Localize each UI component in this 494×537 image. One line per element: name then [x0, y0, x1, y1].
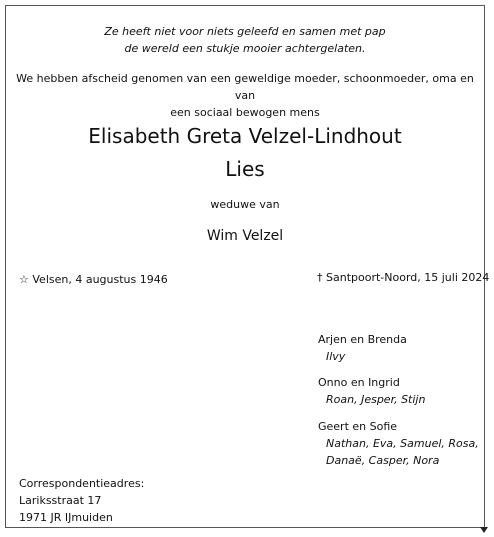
family-parents: Arjen en Brenda [318, 333, 407, 346]
intro-line: een sociaal bewogen mens [170, 106, 320, 119]
family-children: Danaë, Casper, Nora [326, 454, 440, 467]
death-text: Santpoort-Noord, 15 juli 2024 [326, 271, 490, 284]
family-parents: Geert en Sofie [318, 420, 398, 433]
family-children: Nathan, Eva, Samuel, Rosa, [326, 437, 479, 450]
correspondence-label: Correspondentieadres: [19, 477, 145, 490]
quote-line: Ze heeft niet voor niets geleefd en samen met pap [104, 25, 386, 38]
deceased-full-name: Elisabeth Greta Velzel-Lindhout [88, 124, 402, 148]
star-icon: ☆ [19, 273, 29, 286]
deceased-nickname: Lies [225, 157, 265, 181]
family-children: Ilvy [326, 350, 346, 363]
notice-card [5, 5, 490, 528]
correspondence-street: Lariksstraat 17 [19, 494, 102, 507]
family-parents: Onno en Ingrid [318, 376, 400, 389]
correspondence-address [19, 475, 144, 526]
family-group [318, 418, 479, 469]
quote [6, 23, 484, 57]
spouse-name: Wim Velzel [206, 228, 284, 244]
family-group [318, 331, 407, 365]
death-info [317, 271, 489, 284]
intro-line: We hebben afscheid genomen van een geweldige moeder, schoonmoeder, oma en van [16, 72, 474, 102]
quote-line: de wereld een stukje mooier achtergelaten. [124, 42, 366, 55]
family-children: Roan, Jesper, Stijn [326, 393, 426, 406]
intro-text [6, 70, 484, 121]
correspondence-city: 1971 JR IJmuiden [19, 511, 113, 524]
widow-of-label: weduwe van [210, 198, 280, 211]
family-group [318, 374, 425, 408]
birth-text: Velsen, 4 augustus 1946 [32, 273, 168, 286]
birth-info [19, 273, 168, 286]
triangle-down-icon[interactable] [480, 527, 488, 533]
cross-icon: † [317, 271, 323, 284]
